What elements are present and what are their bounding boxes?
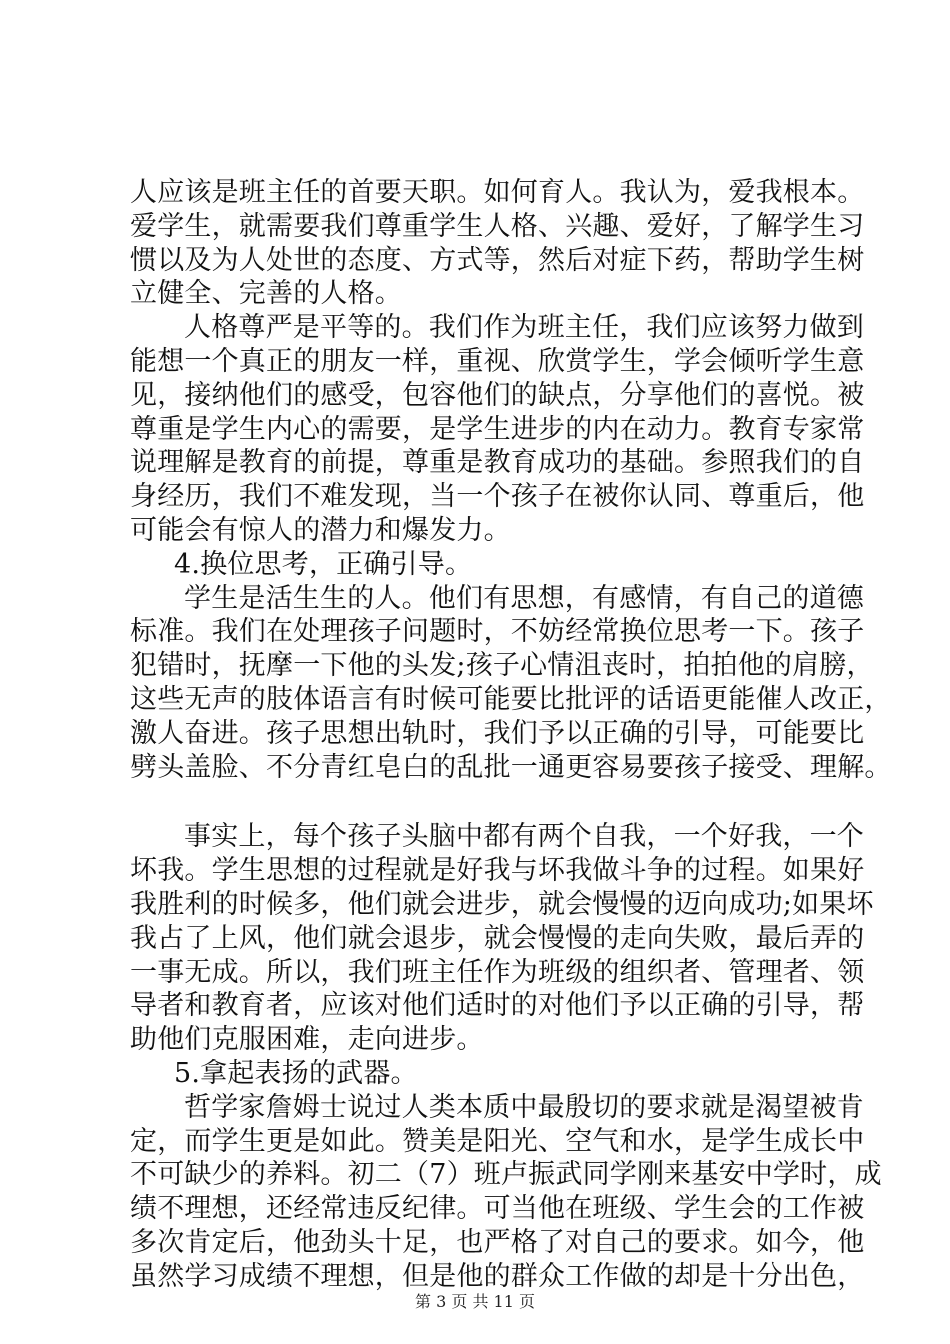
text-line: 人格尊严是平等的。我们作为班主任，我们应该努力做到 (184, 312, 864, 344)
paragraph-3 (130, 582, 892, 785)
text-line: 惯以及为人处世的态度、方式等，然后对症下药，帮助学生树 (130, 244, 865, 276)
text-line: 见，接纳他们的感受，包容他们的缺点，分享他们的喜悦。被 (130, 379, 865, 411)
text-line: 虽然学习成绩不理想，但是他的群众工作做的却是十分出色， (130, 1260, 865, 1292)
text-line: 我胜利的时候多，他们就会进步，就会慢慢的迈向成功;如果坏 (130, 888, 874, 920)
paragraph-2 (130, 311, 865, 548)
text-line: 多次肯定后，他劲头十足，也严格了对自己的要求。如今，他 (130, 1226, 865, 1258)
text-line: 说理解是教育的前提，尊重是教育成功的基础。参照我们的自 (130, 447, 865, 479)
text-line: 身经历，我们不难发现，当一个孩子在被你认同、尊重后，他 (130, 481, 865, 513)
text-line: 助他们克服困难，走向进步。 (130, 1024, 484, 1056)
text-line: 立健全、完善的人格。 (130, 278, 402, 310)
text-line: 哲学家詹姆士说过人类本质中最殷切的要求就是渴望被肯 (184, 1091, 864, 1123)
paragraph-5 (130, 1091, 882, 1294)
text-line: 坏我。学生思想的过程就是好我与坏我做斗争的过程。如果好 (130, 855, 865, 887)
paragraph-spacer (130, 784, 826, 820)
text-line: 犯错时，抚摩一下他的头发;孩子心情沮丧时，拍拍他的肩膀， (130, 650, 874, 682)
paragraph-4 (130, 820, 874, 1057)
text-line: 我占了上风，他们就会退步，就会慢慢的走向失败，最后弄的 (130, 922, 865, 954)
text-line: 绩不理想，还经常违反纪律。可当他在班级、学生会的工作被 (130, 1193, 865, 1225)
text-line: 可能会有惊人的潜力和爆发力。 (130, 514, 511, 546)
text-line: 人应该是班主任的首要天职。如何育人。我认为，爱我根本。 (130, 177, 865, 208)
text-line: 学生是活生生的人。他们有思想，有感情，有自己的道德 (184, 582, 864, 614)
text-line: 能想一个真正的朋友一样，重视、欣赏学生，学会倾听学生意 (130, 345, 865, 377)
text-line: 定，而学生更是如此。赞美是阳光、空气和水，是学生成长中 (130, 1125, 865, 1157)
text-line: 一事无成。所以，我们班主任作为班级的组织者、管理者、领 (130, 956, 865, 988)
text-line: 劈头盖脸、不分青红皂白的乱批一通更容易要孩子接受、理解。 (130, 751, 892, 783)
section-heading-5: 5.拿起表扬的武器。 (174, 1057, 418, 1089)
page-number: 第 3 页 共 11 页 (415, 1292, 535, 1311)
text-line: 爱学生，就需要我们尊重学生人格、兴趣、爱好，了解学生习 (130, 210, 865, 242)
text-line: 不可缺少的养料。初二（7）班卢振武同学刚来基安中学时，成 (130, 1159, 882, 1191)
text-line: 事实上，每个孩子头脑中都有两个自我，一个好我，一个 (184, 821, 864, 853)
text-line: 激人奋进。孩子思想出轨时，我们予以正确的引导，可能要比 (130, 717, 865, 749)
text-line: 尊重是学生内心的需要，是学生进步的内在动力。教育专家常 (130, 413, 865, 445)
text-line: 标准。我们在处理孩子问题时，不妨经常换位思考一下。孩子 (130, 616, 865, 648)
section-heading-4: 4.换位思考，正确引导。 (174, 548, 473, 580)
paragraph-1 (130, 176, 865, 311)
document-body (130, 176, 892, 1294)
text-line: 导者和教育者，应该对他们适时的对他们予以正确的引导，帮 (130, 990, 865, 1022)
text-line: 这些无声的肢体语言有时候可能要比批评的话语更能催人改正， (130, 683, 892, 715)
